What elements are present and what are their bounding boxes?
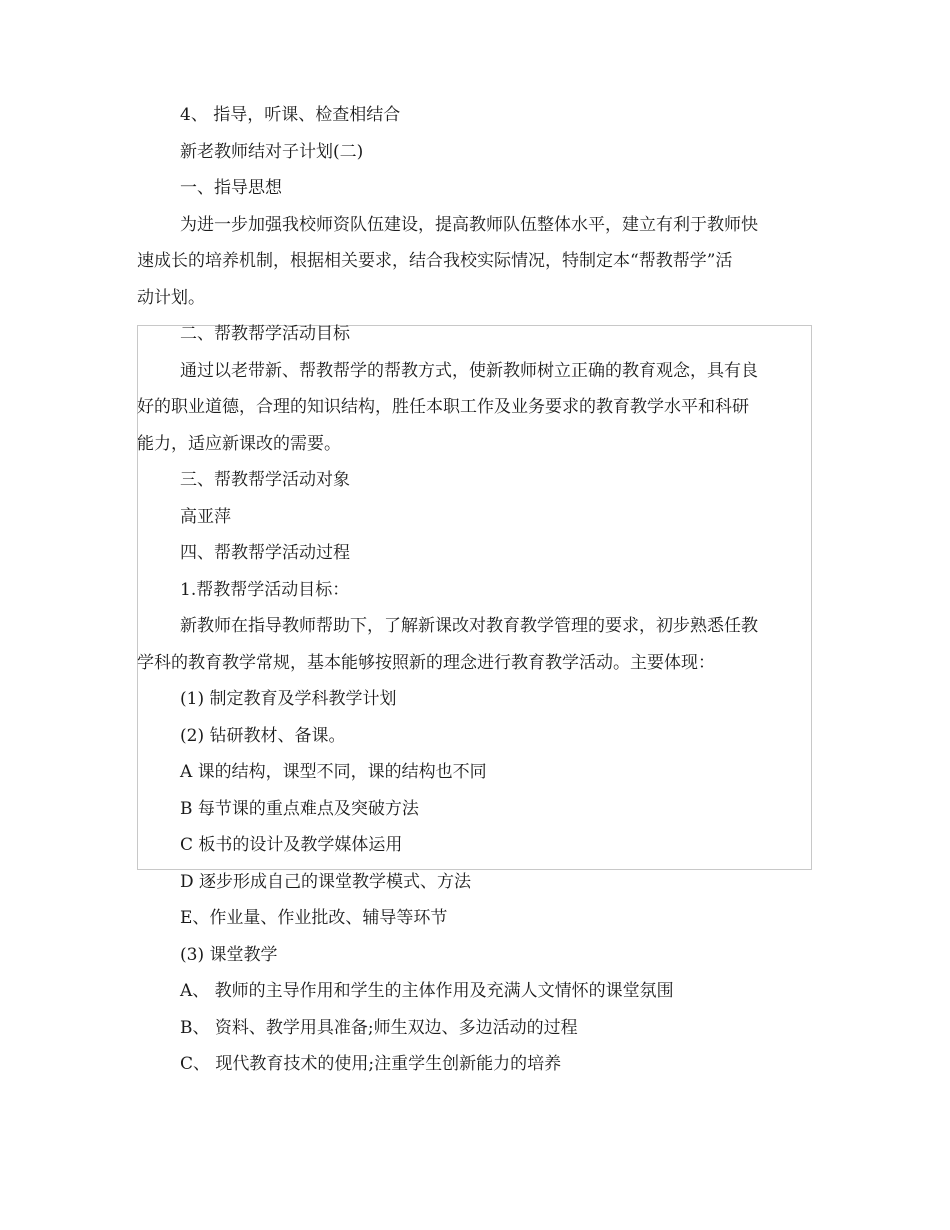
list-item: E、作业量、作业批改、辅导等环节 bbox=[180, 908, 448, 928]
list-item: (3) 课堂教学 bbox=[180, 944, 278, 965]
list-item: C 板书的设计及教学媒体运用 bbox=[180, 835, 403, 855]
list-item: D 逐步形成自己的课堂教学模式、方法 bbox=[180, 871, 472, 892]
paragraph-line: 学科的教育教学常规，基本能够按照新的理念进行教育教学活动。主要体现： bbox=[137, 652, 715, 673]
text-line: 高亚萍 bbox=[180, 506, 231, 527]
list-item: (1) 制定教育及学科教学计划 bbox=[180, 689, 397, 709]
list-item: A 课的结构，课型不同，课的结构也不同 bbox=[180, 762, 487, 782]
paragraph-line: 为进一步加强我校师资队伍建设，提高教师队伍整体水平，建立有利于教师快 bbox=[180, 214, 758, 235]
document-body bbox=[137, 97, 815, 1083]
section-heading: 二、帮教帮学活动目标 bbox=[180, 324, 350, 344]
list-item: B 每节课的重点难点及突破方法 bbox=[180, 798, 419, 819]
section-heading: 四、帮教帮学活动过程 bbox=[180, 543, 350, 563]
section-heading: 一、指导思想 bbox=[180, 178, 282, 198]
text-line: 1.帮教帮学活动目标： bbox=[180, 579, 350, 600]
paragraph-line: 能力，适应新课改的需要。 bbox=[137, 433, 341, 454]
section-heading: 三、帮教帮学活动对象 bbox=[180, 470, 350, 490]
paragraph-line: 好的职业道德，合理的知识结构，胜任本职工作及业务要求的教育教学水平和科研 bbox=[137, 397, 749, 417]
paragraph-line: 速成长的培养机制，根据相关要求，结合我校实际情况，特制定本“帮教帮学”活 bbox=[137, 251, 733, 271]
list-item: A、 教师的主导作用和学生的主体作用及充满人文情怀的课堂氛围 bbox=[180, 981, 674, 1001]
list-item: (2) 钻研教材、备课。 bbox=[180, 725, 346, 746]
list-item: B、 资料、教学用具准备;师生双边、多边活动的过程 bbox=[180, 1017, 578, 1038]
text-line: 新老教师结对子计划(二) bbox=[180, 141, 364, 162]
paragraph-line: 动计划。 bbox=[137, 287, 205, 308]
text-line: 4、 指导，听课、检查相结合 bbox=[180, 105, 401, 125]
paragraph-line: 新教师在指导教师帮助下，了解新课改对教育教学管理的要求，初步熟悉任教 bbox=[180, 616, 758, 636]
list-item: C、 现代教育技术的使用;注重学生创新能力的培养 bbox=[180, 1054, 562, 1074]
paragraph-line: 通过以老带新、帮教帮学的帮教方式，使新教师树立正确的教育观念，具有良 bbox=[180, 360, 758, 381]
